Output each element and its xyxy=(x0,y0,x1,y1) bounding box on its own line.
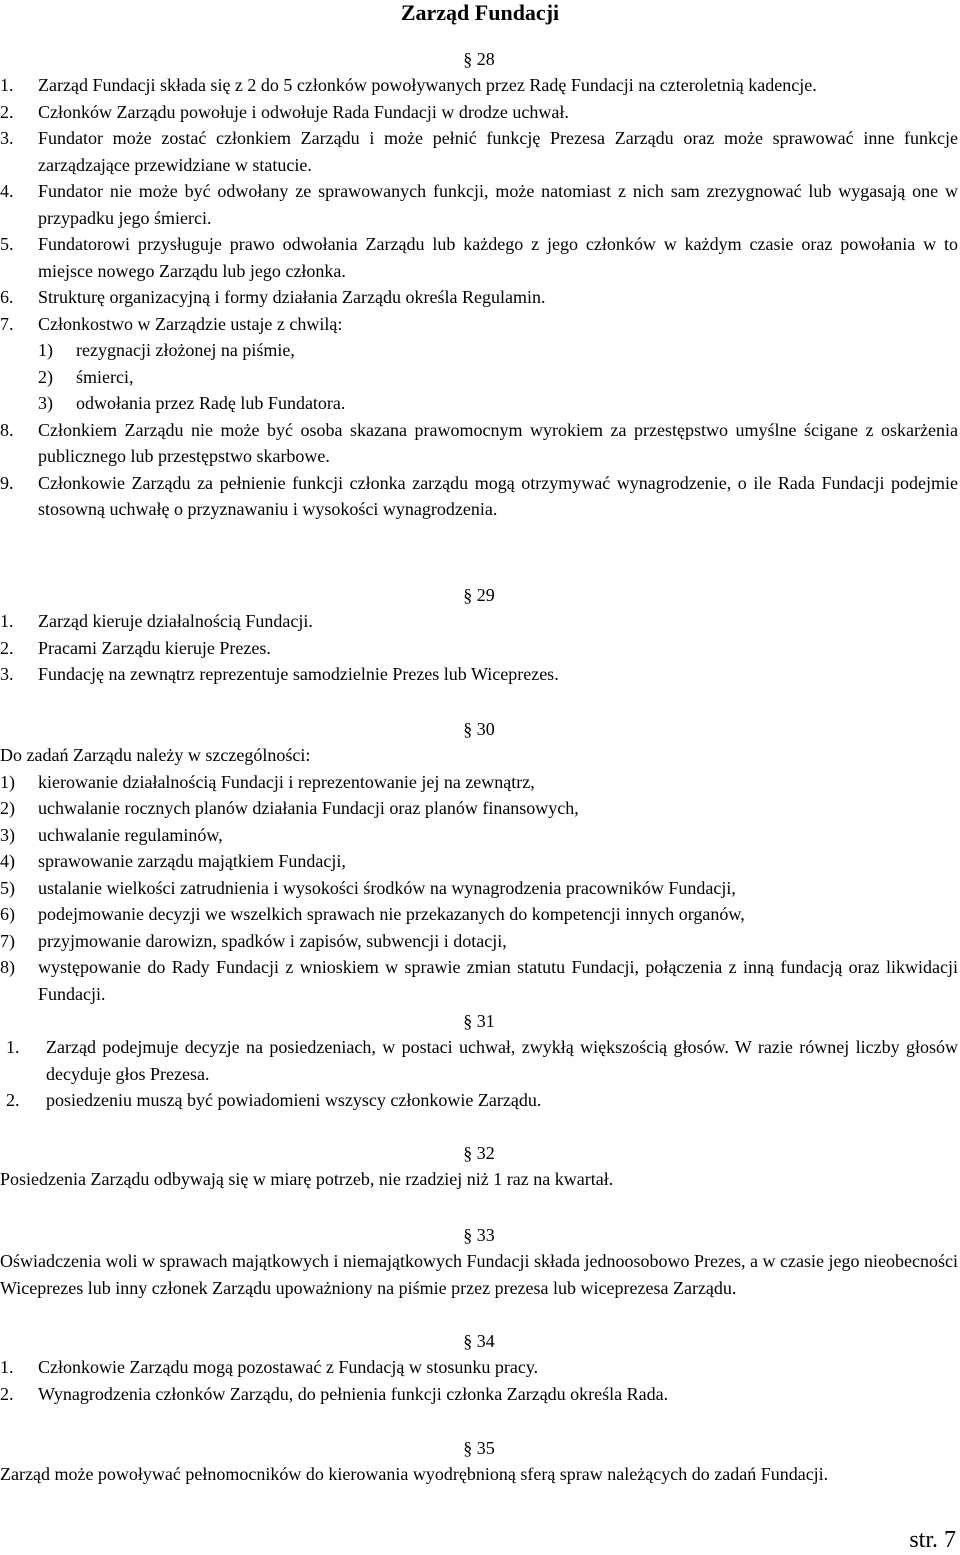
list-item xyxy=(0,470,958,523)
section-34 xyxy=(0,1328,958,1407)
sub-item-text: rezygnacji złożonej na piśmie, xyxy=(76,340,295,360)
sub-item xyxy=(0,337,958,364)
item-number: 6) xyxy=(0,904,15,924)
section-28 xyxy=(0,46,958,523)
item-text: uchwalanie rocznych planów działania Fundacji oraz planów finansowych, xyxy=(38,798,579,818)
section-31 xyxy=(0,1008,958,1114)
list-item xyxy=(0,311,958,338)
item-text: uchwalanie regulaminów, xyxy=(38,824,223,845)
section-text: Zarząd może powoływać pełnomocników do kierowania wyodrębnioną sferą spraw należących do zadań Fundacji. xyxy=(0,1464,829,1484)
list-item xyxy=(0,99,958,126)
item-text: Członkostwo w Zarządzie ustaje z chwilą: xyxy=(38,313,343,334)
item-text: Członkowie Zarządu za pełnienie funkcji członka zarządu mogą otrzymywać wynagrodzenie, o ile Rada Fundacji podejmie stosowną uchwałę o przyznawaniu i wysokości wynagrodzenia. xyxy=(38,472,958,519)
item-number: 4. xyxy=(0,181,14,201)
item-text: Członkiem Zarządu nie może być osoba skazana prawomocnym wyrokiem za przestępstwo umyślne ścigane z oskarżenia publicznego lub przestępstwo skarbowe. xyxy=(38,419,958,466)
item-number: 7. xyxy=(0,313,14,334)
section-32 xyxy=(0,1140,958,1193)
item-text: podejmowanie decyzji we wszelkich sprawach nie przekazanych do kompetencji innych organów, xyxy=(38,904,745,924)
item-number: 8. xyxy=(0,419,14,440)
list-item xyxy=(0,125,958,178)
list-item xyxy=(0,769,958,796)
item-number: 2. xyxy=(0,101,14,122)
paragraph-heading: § 35 xyxy=(463,1438,495,1458)
list-item xyxy=(0,178,958,231)
item-text: występowanie do Rady Fundacji z wnioskiem w sprawie zmian statutu Fundacji, połączenia z inną fundacją oraz likwidacji Fundacji. xyxy=(38,957,958,1004)
item-number: 2. xyxy=(6,1090,20,1110)
paragraph-heading: § 31 xyxy=(463,1011,495,1031)
item-text: Pracami Zarządu kieruje Prezes. xyxy=(38,637,271,658)
list-item xyxy=(0,822,958,849)
item-number: 8) xyxy=(0,957,15,977)
paragraph-heading: § 28 xyxy=(463,49,495,69)
list-item xyxy=(0,928,958,955)
item-number: 4) xyxy=(0,851,15,871)
list-item xyxy=(0,661,958,688)
item-text: Fundator może zostać członkiem Zarządu i może pełnić funkcję Prezesa Zarządu oraz może sprawować inne funkcje zarządzające przewidziane w statucie. xyxy=(38,128,958,175)
item-text: Strukturę organizacyjną i formy działania Zarządu określa Regulamin. xyxy=(38,287,546,307)
section-29 xyxy=(0,582,958,688)
item-text: Zarząd podejmuje decyzje na posiedzeniach, w postaci uchwał, zwykłą większością głosów. W razie równej liczby głosów decyduje głos Prezesa. xyxy=(46,1037,958,1084)
section-intro: Do zadań Zarządu należy w szczególności: xyxy=(0,745,311,765)
list-item xyxy=(0,635,958,662)
page-number: str. 7 xyxy=(909,1527,956,1553)
sub-item-number: 3) xyxy=(38,393,53,413)
item-number: 3. xyxy=(0,128,14,148)
item-text: Zarząd kieruje działalnością Fundacji. xyxy=(38,611,313,631)
list-item xyxy=(0,1381,958,1408)
item-text: kierowanie działalnością Fundacji i reprezentowanie jej na zewnątrz, xyxy=(38,771,535,792)
paragraph-heading: § 29 xyxy=(463,585,495,605)
item-text: Fundatorowi przysługuje prawo odwołania Zarządu lub każdego z jego członków w każdym czasie oraz powołania w to miejsce nowego Zarządu lub jego członka. xyxy=(38,234,958,281)
item-number: 1) xyxy=(0,771,15,792)
section-text: Posiedzenia Zarządu odbywają się w miarę potrzeb, nie rzadziej niż 1 raz na kwartał. xyxy=(0,1169,614,1189)
list-item xyxy=(0,284,958,311)
item-text: Członkowie Zarządu mogą pozostawać z Fundacją w stosunku pracy. xyxy=(38,1357,539,1377)
page-title: Zarząd Fundacji xyxy=(400,0,560,25)
item-number: 3) xyxy=(0,824,15,845)
section-35 xyxy=(0,1435,958,1488)
item-number: 3. xyxy=(0,664,14,684)
item-number: 7) xyxy=(0,930,15,951)
sub-item-number: 2) xyxy=(38,366,53,387)
item-number: 5) xyxy=(0,877,15,898)
item-text: przyjmowanie darowizn, spadków i zapisów, subwencji i dotacji, xyxy=(38,930,507,951)
list-item xyxy=(0,848,958,875)
sub-item-text: śmierci, xyxy=(76,366,134,387)
paragraph-heading: § 33 xyxy=(463,1225,495,1245)
paragraph-heading: § 34 xyxy=(463,1331,495,1351)
list-item xyxy=(0,795,958,822)
item-number: 1. xyxy=(0,611,14,631)
sub-item-text: odwołania przez Radę lub Fundatora. xyxy=(76,393,346,413)
item-number: 1. xyxy=(6,1037,20,1057)
item-number: 6. xyxy=(0,287,14,307)
item-number: 9. xyxy=(0,472,14,493)
item-number: 2. xyxy=(0,1383,14,1404)
list-item xyxy=(0,1087,958,1114)
item-text: Zarząd Fundacji składa się z 2 do 5 członków powoływanych przez Radę Fundacji na czteroletnią kadencje. xyxy=(38,75,817,95)
list-item xyxy=(0,875,958,902)
sub-item xyxy=(0,390,958,417)
paragraph-heading: § 32 xyxy=(463,1143,495,1163)
section-text: Oświadczenia woli w sprawach majątkowych i niemajątkowych Fundacji składa jednoosobowo Prezes, a w czasie jego nieobecności Wiceprezes lub inny członek Zarządu upoważniony na piśmie przez prezesa lub wiceprezesa Zarządu. xyxy=(0,1251,958,1298)
sub-item-number: 1) xyxy=(38,340,53,360)
item-number: 2) xyxy=(0,798,15,818)
item-number: 2. xyxy=(0,637,14,658)
paragraph-heading: § 30 xyxy=(463,719,495,739)
item-text: Fundację na zewnątrz reprezentuje samodzielnie Prezes lub Wiceprezes. xyxy=(38,664,559,684)
list-item xyxy=(0,608,958,635)
item-text: posiedzeniu muszą być powiadomieni wszyscy członkowie Zarządu. xyxy=(46,1090,542,1110)
item-text: Fundator nie może być odwołany ze sprawowanych funkcji, może natomiast z nich sam zrezygnować lub wygasają one w przypadku jego śmierci. xyxy=(38,181,958,228)
list-item xyxy=(0,417,958,470)
section-30 xyxy=(0,716,958,1007)
list-item xyxy=(0,901,958,928)
list-item xyxy=(0,954,958,1007)
item-number: 5. xyxy=(0,234,14,254)
item-number: 1. xyxy=(0,75,14,95)
section-33 xyxy=(0,1222,958,1301)
item-text: ustalanie wielkości zatrudnienia i wysokości środków na wynagrodzenia pracowników Fundacji, xyxy=(38,877,736,898)
item-text: Członków Zarządu powołuje i odwołuje Rada Fundacji w drodze uchwał. xyxy=(38,101,569,122)
list-item xyxy=(0,1034,958,1087)
item-text: sprawowanie zarządu majątkiem Fundacji, xyxy=(38,851,346,871)
list-item xyxy=(0,72,958,99)
item-number: 1. xyxy=(0,1357,14,1377)
sub-item xyxy=(0,364,958,391)
list-item xyxy=(0,1354,958,1381)
item-text: Wynagrodzenia członków Zarządu, do pełnienia funkcji członka Zarządu określa Rada. xyxy=(38,1383,669,1404)
list-item xyxy=(0,231,958,284)
